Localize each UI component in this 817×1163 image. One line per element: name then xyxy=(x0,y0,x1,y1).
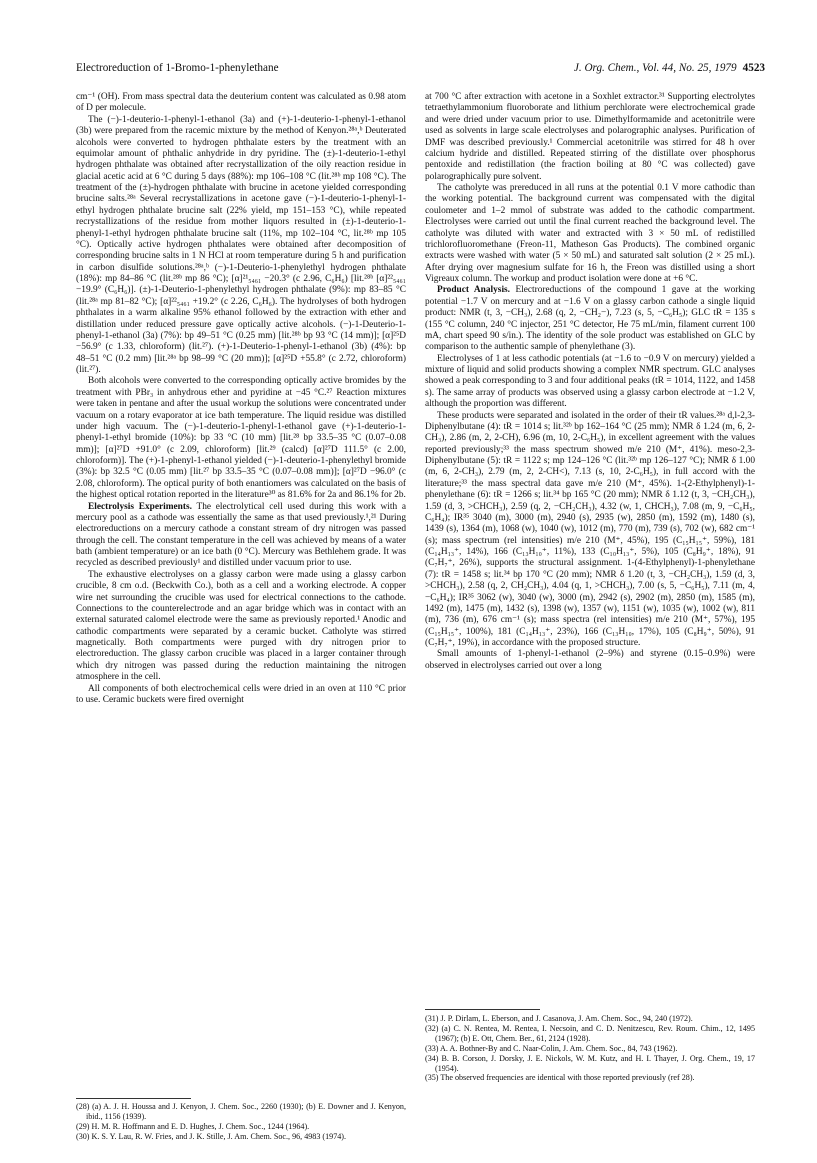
paragraph xyxy=(425,285,755,353)
footnote: (30) K. S. Y. Lau, R. W. Fries, and J. K. Stille, J. Am. Chem. Soc., 96, 4983 (1974). xyxy=(76,1131,347,1141)
running-title: Electroreduction of 1-Bromo-1-phenylethane xyxy=(76,62,279,74)
paragraph-text: Small amounts of 1-phenyl-1-ethanol (2–9%) and styrene (0.15–0.9%) were observed in electrolyses carried out over a long xyxy=(425,649,755,671)
paragraph xyxy=(425,183,755,285)
paragraph-text: cm⁻¹ (OH). From mass spectral data the deuterium content was calculated as 0.98 atom of D per molecule. xyxy=(76,92,406,114)
footnote: (32) (a) C. N. Rentea, M. Rentea, I. Necsoin, and C. D. Nenitzescu, Rev. Roum. Chim., 12, 1495 (1967); (b) E. Ott, Chem. Ber., 61, 2124 (1928). xyxy=(425,1023,755,1043)
left-footnote-rule xyxy=(76,1098,191,1099)
footnote: (35) The observed frequencies are identical with those reported previously (ref 28). xyxy=(425,1073,695,1083)
right-footnote-rule xyxy=(425,1009,540,1010)
paragraph xyxy=(76,684,406,707)
left-column xyxy=(76,92,406,706)
paragraph xyxy=(425,92,755,183)
running-header xyxy=(76,62,765,78)
paragraph-text: All components of both electrochemical cells were dried in an oven at 110 °C prior to use. Ceramic buckets were fired overnight xyxy=(76,683,406,705)
footnote: (34) B. B. Corson, J. Dorsky, J. E. Nickols, W. M. Kutz, and H. I. Thayer, J. Org. Chem., 19, 17 (1954). xyxy=(425,1053,755,1073)
footnote: (28) (a) A. J. H. Houssa and J. Kenyon, J. Chem. Soc., 2260 (1930); (b) E. Downer and J. Kenyon, ibid., 1156 (1939). xyxy=(76,1102,406,1121)
paragraph-text: The electrolytical cell used during this work with a mercury pool as a cathode was essentially the same as that used previously.¹,²¹ During electroreductions on a mercury cathode a constant stream of dry nitrogen was passed through the cell. The constant temperature in the cell was achieved by means of a water bath (ambient temperature) or an ice bath (0 °C). Mercury was Bethlehem grade. It was recycled as described previously¹ and distilled under vacuum prior to use. xyxy=(76,501,407,569)
paragraph-text: Electroreductions of the compound 1 gave at the working potential −1.7 V on mercury and at −1.6 V on a glassy carbon cathode a single liquid product: NMR (t, 3, −CH₃), 2.68 (q, 2, −CH₂−), 7.23 (s, 5, −C₆H₅); GLC tR = 135 s (155 °C column, 240 °C injector, 251 °C detector, He 75 mL/min, filament current 100 mA, chart speed 90 s/in.). The identity of the sole product was established on GLC by comparison to the authentic sample of phenylethane (3). xyxy=(425,285,755,353)
paragraph-text: at 700 °C after extraction with acetone in a Soxhlet extractor.³¹ Supporting electrolytes tetraethylammonium fluoroborate and lithium perchlorate were electrochemical grade and were dried under vacuum prior to use. Dimethylformamide and acetonitrile were used as solvents in large scale electrolyses and polarographic analyses. Purification of DMF was described previously.¹ Commercial acetonitrile was stirred for 48 h over calcium hydride and distilled. Repeated stirring of the distillate over phosphorus pentoxide and redistillation (the fraction boiling at 80 °C was collected) gave polarographically pure solvent. xyxy=(425,92,755,182)
paragraph-text: The exhaustive electrolyses on a glassy carbon were made using a glassy carbon crucible, 8 cm o.d. (Beckwith Co.), both as a cell and a working electrode. A copper wire net surrounding the crucible was used for electrical connections to the cathode. Connections to the counterelectrode and an agar bridge which was in contact with an external saturated calomel electrode were the same as previously reported.¹ Anodic and cathodic compartments were separated by a ceramic bucket. Catholyte was stirred magnetically. Both compartments were purged with dry nitrogen prior to electroreduction. The glassy carbon crucible was placed in a larger container through which dry nitrogen was passed during the reduction maintaining the nitrogen atmosphere in the cell. xyxy=(76,569,406,683)
left-footnotes xyxy=(76,1102,406,1142)
paragraph-text: The catholyte was prereduced in all runs at the potential 0.1 V more cathodic than the working potential. The background current was compensated with the digital coulometer and 1–2 mmol of substrate was added to the cathodic compartment. Electrolyses were carried out until the final current reached the background level. The catholyte was diluted with water and extracted with 3 × 50 mL of redistilled trichlorofluoromethane (Freon-11, Matheson Gas Products). The combined organic extracts were washed with water (5 × 50 mL) and saturated salt solution (2 × 25 mL). After drying over magnesium sulfate for 16 h, the Freon was distilled using a short Vigreaux column. The workup and product isolation were done at +6 °C. xyxy=(425,183,755,284)
right-column xyxy=(425,92,755,672)
journal-citation xyxy=(574,62,765,74)
paragraph-text: These products were separated and isolated in the order of their tR values.²⁸ᵃ d,l-2,3-Diphenylbutane (4): tR = 1014 s; lit.³²ᵇ bp 162–164 °C (25 mm); NMR δ 1.24 (m, 6, 2-CH₃), 2.86 (m, 2, 2-CH), 6.96 (m, 10, 2-C₆H₅), in excellent agreement with the values reported previously;³³ the mass spectrum showed m/e 210 (M⁺, 41%). meso-2,3-Diphenylbutane (5): tR = 1122 s; mp 124–126 °C (lit.³²ᵇ mp 126–127 °C); NMR δ 1.00 (m, 6, 2-CH₃), 2.79 (m, 2, 2-CH<), 7.13 (s, 10, 2-C₆H₅), in full accord with the literature;³³ the mass spectral data gave m/e 210 (M⁺, 45%). 1-(2-Ethylphenyl)-1-phenylethane (6): tR = 1266 s; lit.³⁴ bp 165 °C (20 mm); NMR δ 1.12 (t, 3, −CH₂CH₃), 1.59 (d, 3, >CHCH₃), 2.59 (q, 2, −CH₂CH₃), 4.32 (w, 1, CHCH₃), 7.08 (m, 9, −C₆H₅, C₆H₄); IR³⁵ 3040 (m), 3000 (m), 2940 (s), 2935 (w), 2850 (m), 1592 (m), 1480 (s), 1439 (s), 1364 (m), 1068 (w), 1040 (w), 1012 (m), 770 (m), 739 (s), 702 (w), 682 cm⁻¹ (s); mass spectrum (rel intensities) m/e 210 (M⁺, 45%), 195 (C₁₅H₁₅⁺, 59%), 181 (C₁₄H₁₃⁺, 14%), 166 (C₁₃H₁₀⁺, 11%), 133 (C₁₀H₁₃⁺, 5%), 105 (C₈H₉⁺, 18%), 91 (C₇H₇⁺, 26%), supports the structural assignment. 1-(4-Ethylphenyl)-1-phenylethane (7): tR = 1458 s; lit.³⁴ bp 170 °C (20 mm); NMR δ 1.20 (t, 3, −CH₂CH₃), 1.59 (d, 3, >CHCH₃), 2.58 (q, 2, CH₂CH₃), 4.04 (q, 1, >CHCH₃), 7.00 (s, 5, −C₆H₅), 7.11 (m, 4, −C₆H₄); IR³⁵ 3062 (w), 3040 (w), 3000 (m), 2942 (s), 2902 (m), 2850 (m), 1585 (m), 1492 (m), 1475 (m), 1432 (s), 1398 (w), 1357 (w), 1151 (w), 1035 (w), 1002 (w), 811 (m), 736 (m), 676 cm⁻¹ (s); mass spectra (rel intensities) m/e 210 (M⁺, 57%), 195 (C₁₅H₁₅⁺, 100%), 181 (C₁₄H₁₃⁺, 23%), 166 (C₁₃H₁₀, 17%), 105 (C₈H₉⁺, 50%), 91 (C₇H₇⁺, 19%), in accordance with the proposed structure. xyxy=(425,410,755,648)
paragraph-text: The (−)-1-deuterio-1-phenyl-1-ethanol (3a) and (+)-1-deuterio-1-phenyl-1-ethanol (3b) were prepared from the racemic mixture by the method of Kenyon.²⁸ᵃ,ᵇ Deuterated alcohols were converted to hydrogen phthalate esters by the treatment with an equimolar amount of phthalic anhydride in dry pyridine. The (±)-1-deuterio-1-ethyl hydrogen phthalate was obtained after recrystallization of the oily reaction residue in glacial acetic acid at 6 °C during 5 days (88%): mp 106–108 °C (lit.²⁸ᵇ mp 108 °C). The treatment of the (±)-hydrogen phthalate with brucine in acetone yielded corresponding brucine salts.²⁸ᵃ Several recrystallizations in acetone gave (−)-1-deuterio-1-phenyl-1-ethyl hydrogen phthalate brucine salt (22% yield, mp 151–153 °C), while repeated recrystallizations of the residue from mother liquors resulted in (±)-1-deuterio-1-phenyl-1-ethyl hydrogen phthalate brucine salt (11%, mp 102–104 °C, lit.²⁸ᵇ mp 105 °C). Optically active hydrogen phthalates were obtained after decomposition of corresponding brucine salts in 1 N HCl at room temperature during 5 h and purification in carbon disulfide solutions.²⁸ᵃ,ᵇ (−)-1-Deuterio-1-phenylethyl hydrogen phthalate (18%): mp 84–86 °C (lit.²⁸ᵇ mp 86 °C); [α]²¹₅₄₆₁ −20.3° (c 2.96, C₆H₆) [lit.²⁸ᵇ [α]²²₅₄₆₁ −19.9° (C₆H₆)]. (±)-1-Deuterio-1-phenylethyl hydrogen phthalate (9%): mp 83–85 °C (lit.²⁸ᵃ mp 81–82 °C); [α]²²₅₄₆₁ +19.2° (c 2.26, C₆H₆). The hydrolyses of both hydrogen phthalates in a warm alkaline 95% ethanol followed by the extraction with ether and distillation under reduced pressure gave optically active alcohols. (−)-1-Deuterio-1-phenyl-1-ethanol (3a) (7%): bp 49–51 °C (0.25 mm) [lit.²⁸ᵇ bp 93 °C (14 mm)]; [α]²⁵D −56.9° (c 1.33, chloroform) (lit.²⁷). (+)-1-Deuterio-1-phenyl-1-ethanol (3b) (4%): bp 48–51 °C (0.2 mm) [lit.²⁸ᵃ bp 98–99 °C (20 mm)]; [α]²⁵D +55.8° (c 2.72, chloroform) (lit.²⁷). xyxy=(76,114,406,375)
paragraph xyxy=(425,354,755,411)
paragraph xyxy=(76,570,406,684)
paragraph-text: Electrolyses of 1 at less cathodic potentials (at −1.6 to −0.9 V on mercury) yielded a mixture of liquid and solid products showing a complex NMR spectrum. GLC analyses showed a peak corresponding to 3 and four additional peaks (tR = 1014, 1122, and 1458 s). The same array of products was observed using a glassy carbon electrode at −1.2 V, although the proportion was different. xyxy=(425,353,755,410)
right-footnotes xyxy=(425,1014,755,1083)
footnote: (31) J. P. Dirlam, L. Eberson, and J. Casanova, J. Am. Chem. Soc., 94, 240 (1972). xyxy=(425,1014,693,1023)
paragraph xyxy=(76,502,406,570)
paragraph xyxy=(76,376,406,501)
paragraph xyxy=(76,115,406,377)
paragraph xyxy=(425,411,755,650)
page-number: 4523 xyxy=(742,62,765,74)
footnote: (33) A. A. Bothner-By and C. Naar-Colin, J. Am. Chem. Soc., 84, 743 (1962). xyxy=(425,1043,678,1053)
paragraph-text: Both alcohols were converted to the corresponding optically active bromides by the treatment with PBr₃ in anhydrous ether and pyridine at −45 °C.²⁷ Reaction mixtures were taken in pentane and after the usual workup the solutions were concentrated under vacuum on a rotary evaporator at ice bath temperature. The liquid residue was distilled under high vacuum. The (−)-1-deuterio-1-phenyl-1-ethanol gave (+)-1-deuterio-1-phenyl-1-ethyl bromide (10%): bp 33 °C (10 mm) [lit.²⁸ bp 33.5–35 °C (0.07–0.08 mm)]; [α]²⁷D +91.0° (c 2.09, chloroform) [lit.²⁹ (calcd) [α]²⁷D 111.5° (c 2.00, chloroform)]. The (+)-1-phenyl-1-ethanol yielded (−)-1-deuterio-1-phenylethyl bromide (3%): bp 32.5 °C (0.05 mm) [lit.²⁷ bp 33.5–35 °C (0.07–0.08 mm)]; [α]²⁷D −96.0° (c 2.08, chloroform). The optical purity of both enantiomers was calculated on the basis of the highest optical rotation reported in the literature³⁰ as 81.6% for 2a and 86.1% for 2b. xyxy=(76,376,406,501)
paragraph xyxy=(76,92,406,115)
journal-name: J. Org. Chem., Vol. 44, No. 25, 1979 xyxy=(573,62,737,74)
footnote: (29) H. M. R. Hoffmann and E. D. Hughes, J. Chem. Soc., 1244 (1964). xyxy=(76,1121,310,1131)
paragraph xyxy=(425,649,755,672)
section-heading: Product Analysis. xyxy=(437,285,511,296)
section-heading: Electrolysis Experiments. xyxy=(88,501,192,512)
